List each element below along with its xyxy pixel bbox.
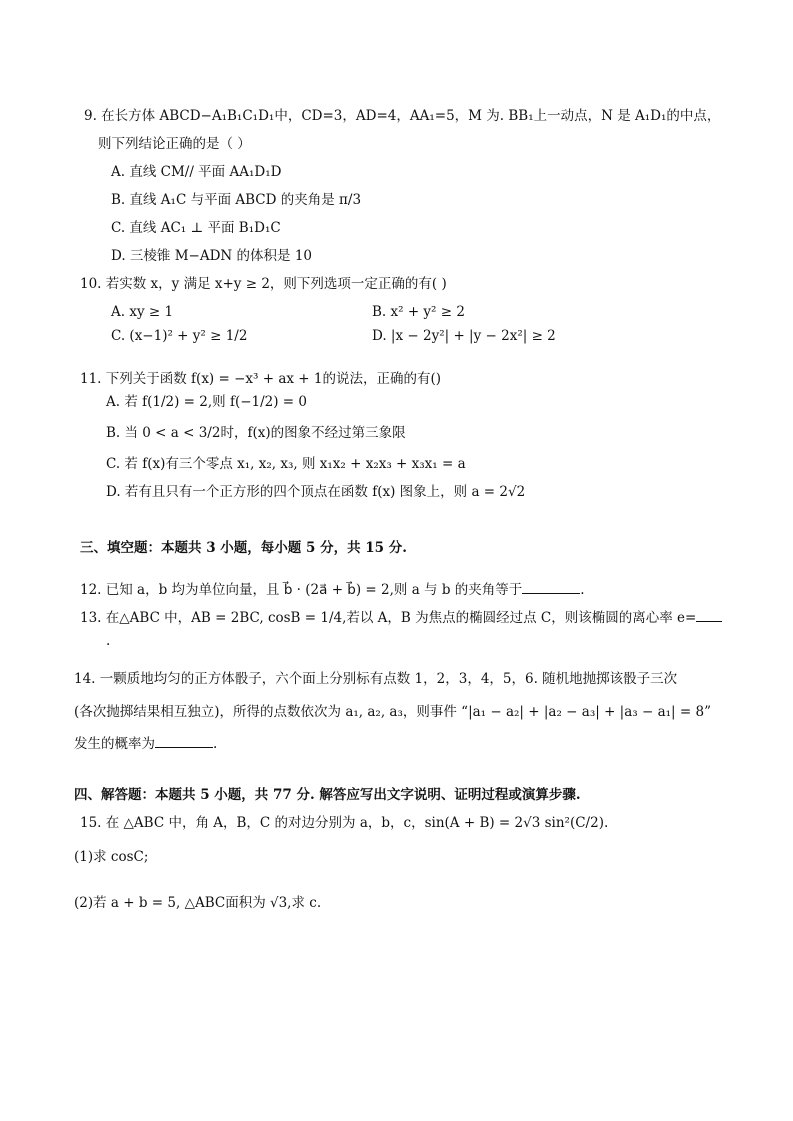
q9-option-b: B. 直线 A₁C 与平面 ABCD 的夹角是 π/3: [111, 192, 362, 208]
q9-stem-line1: 9. 在长方体 ABCD−A₁B₁C₁D₁中，CD=3，AD=4，AA₁=5，M 为. BB₁上一动点，N 是 A₁D₁的中点，: [84, 108, 721, 124]
q14-answer-blank[interactable]: [155, 735, 213, 748]
q11-option-c: C. 若 f(x)有三个零点 x₁, x₂, x₃, 则 x₁x₂ + x₂x₃ + x₃x₁ = a: [106, 456, 466, 472]
q13-end: .: [106, 633, 111, 649]
q11-option-a: A. 若 f(1/2) = 2,则 f(−1/2) = 0: [106, 394, 307, 410]
section-solution-heading: 四、解答题：本题共 5 小题，共 77 分. 解答应写出文字说明、证明过程或演算步骤.: [74, 787, 581, 803]
q9-option-a: A. 直线 CM// 平面 AA₁D₁D: [111, 164, 282, 180]
q13-line: [80, 609, 722, 627]
q12-line: [80, 581, 585, 599]
q14-line1: 14. 一颗质地均匀的正方体骰子，六个面上分别标有点数 1，2，3，4，5，6. 随机地抛掷该骰子三次: [74, 671, 678, 687]
q9-option-d: D. 三棱锥 M−ADN 的体积是 10: [111, 248, 312, 264]
q11-option-b: B. 当 0 < a < 3/2时，f(x)的图象不经过第三象限: [106, 425, 406, 441]
q12-text: 12. 已知 a，b 均为单位向量，且 b⃗ · (2a⃗ + b⃗) = 2,则 a 与 b 的夹角等于: [80, 582, 523, 598]
q14-end: .: [213, 736, 218, 752]
q10-stem: 10. 若实数 x，y 满足 x+y ≥ 2，则下列选项一定正确的有( ): [80, 276, 447, 292]
q10-option-a: A. xy ≥ 1: [111, 304, 174, 320]
q12-end: .: [580, 582, 585, 598]
q14-text: 发生的概率为: [74, 736, 155, 752]
q15-part2: (2)若 a + b = 5, △ABC面积为 √3,求 c.: [74, 895, 322, 911]
q15-stem: 15. 在 △ABC 中，角 A，B，C 的对边分别为 a，b，c，sin(A + B) = 2√3 sin²(C/2).: [80, 815, 609, 831]
q14-line3: [74, 735, 217, 753]
q9-stem-line2: 则下列结论正确的是（ ）: [98, 136, 251, 152]
q11-stem: 11. 下列关于函数 f(x) = −x³ + ax + 1的说法，正确的有(): [80, 371, 441, 387]
q11-option-d: D. 若有且只有一个正方形的四个顶点在函数 f(x) 图象上，则 a = 2√2: [106, 484, 526, 500]
q13-text: 13. 在△ABC 中，AB = 2BC, cosB = 1/4,若以 A，B 为焦点的椭圆经过点 C，则该椭圆的离心率 e=: [80, 610, 697, 626]
q15-part1: (1)求 cosC;: [74, 849, 149, 865]
q13-answer-blank[interactable]: [696, 609, 722, 622]
q9-option-c: C. 直线 AC₁ ⊥ 平面 B₁D₁C: [111, 220, 281, 236]
q10-option-d: D. |x − 2y²| + |y − 2x²| ≥ 2: [372, 328, 556, 344]
q10-option-b: B. x² + y² ≥ 2: [372, 304, 465, 320]
section-fill-in-heading: 三、填空题：本题共 3 小题，每小题 5 分，共 15 分.: [80, 540, 407, 556]
q10-option-c: C. (x−1)² + y² ≥ 1/2: [111, 328, 248, 344]
q14-line2: (各次抛掷结果相互独立)，所得的点数依次为 a₁, a₂, a₃，则事件 “|a₁ − a₂| + |a₂ − a₃| + |a₃ − a₁| = 8”: [74, 704, 711, 720]
q12-answer-blank[interactable]: [522, 581, 580, 594]
